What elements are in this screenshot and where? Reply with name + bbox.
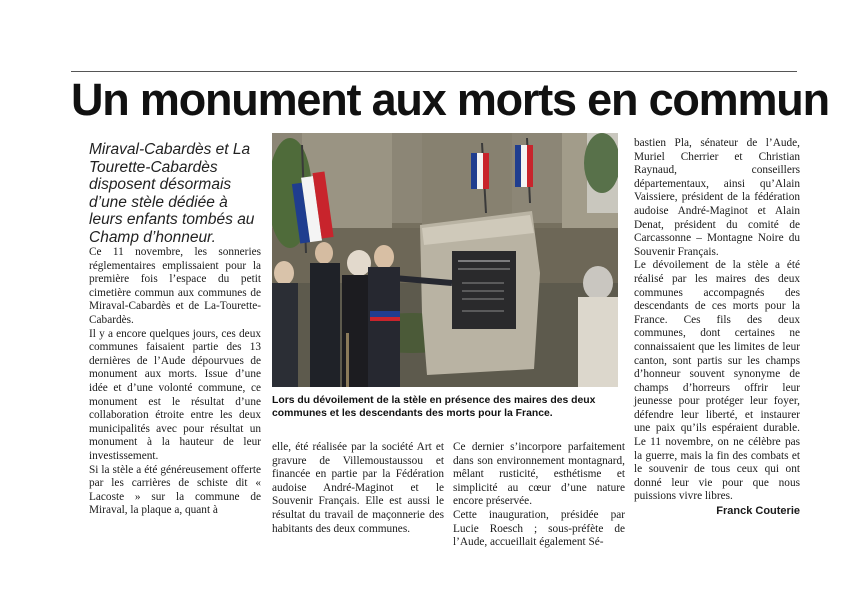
headline: Un monument aux morts en commun xyxy=(71,74,829,125)
paragraph: Il y a encore quelques jours, ces deux communes faisaient partie des 13 dernières de l’Aude dépourvues de monument aux morts. Issue d’une idée et d’une volonté commune, ce monument est le résultat d’une collaboration étroite entre les deux municipalités avec pour résultat un monument à la hauteur de leur investissement. xyxy=(89,327,261,462)
paragraph: Si la stèle a été généreusement offerte par les carrières de schiste dit « Lacoste » sur la commune de Miraval, la plaque a, quant à xyxy=(89,463,261,517)
column-3 xyxy=(453,441,625,550)
photo-caption: Lors du dévoilement de la stèle en présence des maires des deux communes et les descendants des morts pour la France. xyxy=(272,395,596,419)
paragraph: elle, été réalisée par la société Art et gravure de Villemoustaussou et financée en partie par la Fédération audoise André-Maginot et le Souvenir Français. Elle est aussi le résultat du travail de maçonnerie des habitants des deux communes. xyxy=(272,441,444,535)
paragraph: bastien Pla, sénateur de l’Aude, Muriel Cherrier et Christian Raynaud, conseillers départementaux, ainsi qu’Alain Vaissiere, président de la fédération audoise André-Maginot et Alain Denat, président du comité de Carcassonne – Montagne Noire du Souvenir Français. xyxy=(634,137,800,258)
paragraph: Le dévoilement de la stèle a été réalisé par les maires des deux communes accompagnés des descendants de ces morts pour la France. Ces fils des deux communes, dont certaines ne connaissaient que les limites de leur canton, sont partis sur les champs d’honneur souvent synonyme de champs d’horreurs offrir leur jeunesse pour protéger leur foyer, défendre leur liberté, et instaurer une paix qu’ils espéraient durable. Le 11 novembre, on ne célèbre pas la guerre, mais la fin des combats et le souvenir de tous ceux qui ont donné leur vie pour que nous puissions vivre libres. xyxy=(634,259,800,503)
column-1 xyxy=(89,141,261,518)
paragraph: Cette inauguration, présidée par Lucie Roesch ; sous-préfète de l’Aude, accueillait également Sé- xyxy=(453,508,625,549)
author-signature: Franck Couterie xyxy=(716,505,800,518)
paragraph: Ce 11 novembre, les sonneries réglementaires emplissaient pour la première fois l’espace du petit cimetière commun aux communes de Miraval-Cabardès et de La-Tourette-Cabardès. xyxy=(89,246,261,326)
photo-illustration xyxy=(272,133,618,387)
column-2 xyxy=(272,441,444,536)
paragraph: Ce dernier s’incorpore parfaitement dans son environnement montagnard, mêlant rusticité, esthétisme et simplicité au cœur d’une nature encore préservée. xyxy=(453,441,625,508)
column-4 xyxy=(634,137,800,519)
chapo: Miraval-Cabardès et La Tourette-Cabardès disposent désormais d’une stèle dédiée à leurs enfants tombés au Champ d’honneur. xyxy=(89,141,255,246)
article-photo xyxy=(272,133,618,387)
